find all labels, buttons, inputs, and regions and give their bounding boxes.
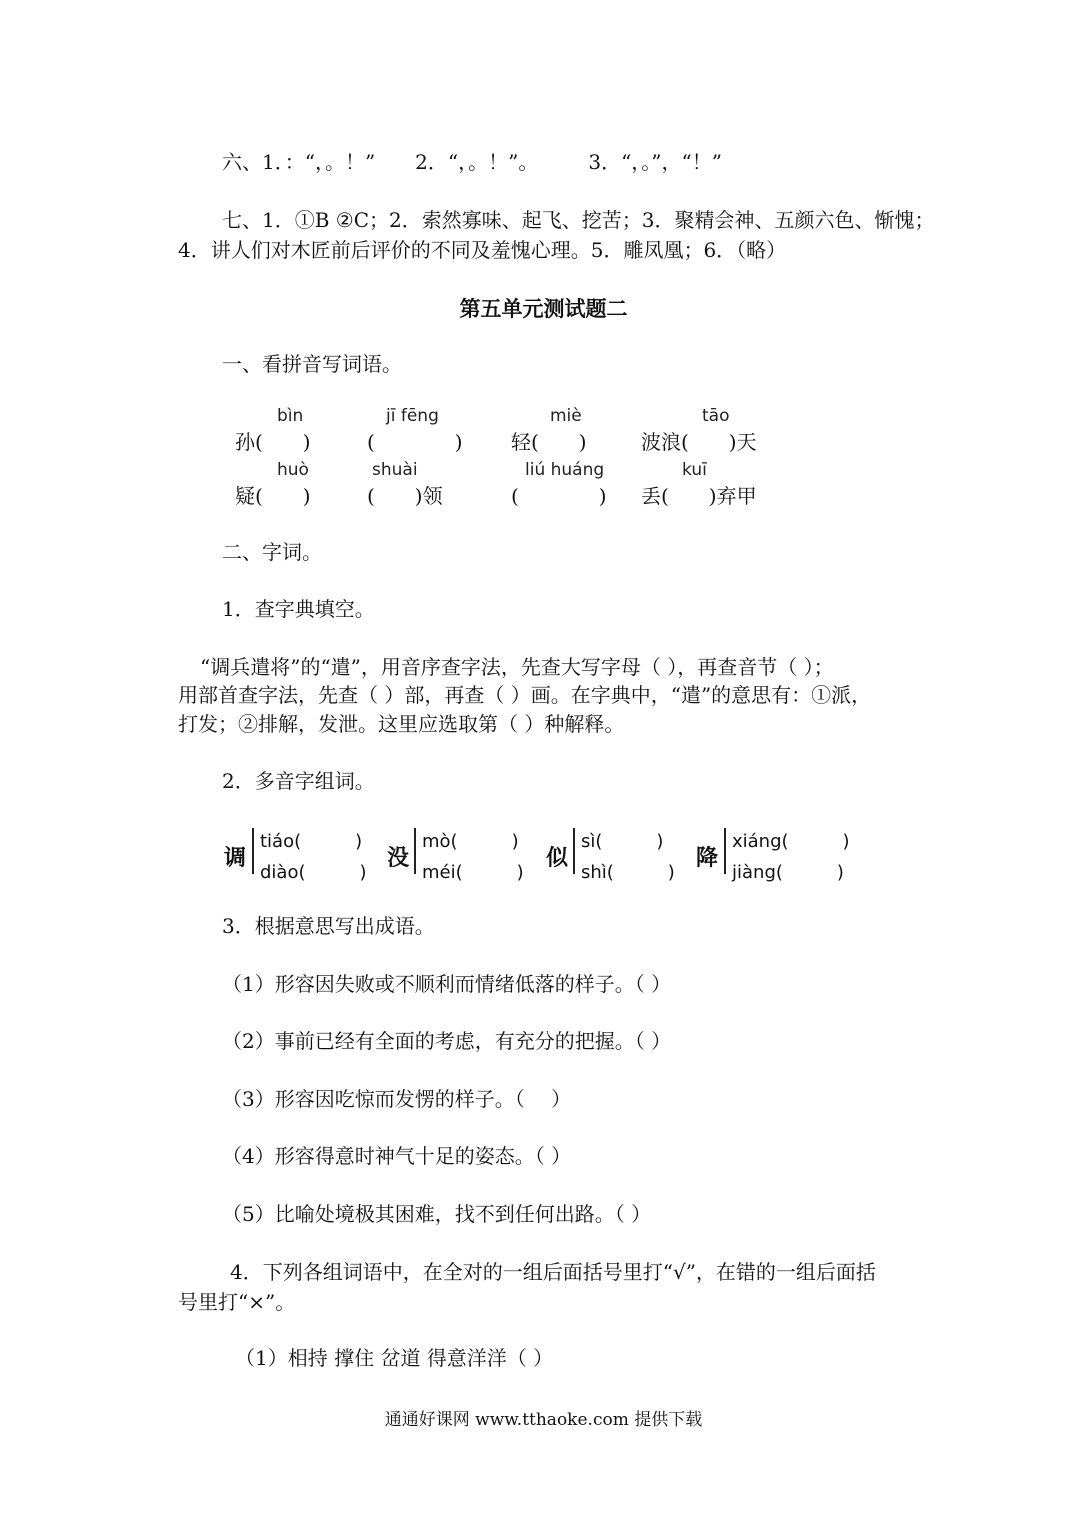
poly-char: 调 — [224, 845, 247, 871]
q2-para-line: 用部首查字法，先查（ ）部，再查（ ）画。在字典中，“遣”的意思有：①派， — [178, 683, 872, 707]
pinyin-label: huò — [277, 460, 309, 480]
pinyin-label: bìn — [277, 406, 304, 426]
word-blank: ( ) — [367, 430, 463, 454]
word-blank: 疑( ) — [235, 484, 311, 508]
section-title: 第五单元测试题二 — [459, 296, 628, 321]
pinyin-label: liú huáng — [525, 460, 605, 480]
poly-reading: jiàng( ) — [732, 862, 844, 883]
poly-char: 降 — [696, 845, 719, 871]
poly-reading: sì( ) — [581, 831, 664, 852]
word-blank: 孙( ) — [235, 430, 311, 454]
q1-heading: 一、看拼音写词语。 — [222, 352, 402, 376]
poly-reading: tiáo( ) — [260, 831, 363, 852]
q2-para-line: “调兵遣将”的“遣”，用音序查字法，先查大写字母（ ），再查音节（ ）； — [200, 655, 834, 679]
pinyin-label: jī fēng — [386, 406, 439, 426]
word-blank: 轻( ) — [511, 430, 587, 454]
poly-reading: mò( ) — [422, 831, 519, 852]
answer-line-seven-2: 4．讲人们对木匠前后评价的不同及羞愧心理。5．雕凤凰；6．（略） — [178, 238, 787, 262]
q2-para-line: 打发；②排解，发泄。这里应选取第（ ）种解释。 — [178, 712, 625, 736]
poly-char: 似 — [546, 845, 569, 871]
idiom-item: （1）形容因失败或不顺利而情绪低落的样子。（ ） — [222, 972, 672, 996]
idiom-item: （4）形容得意时神气十足的姿态。（ ） — [222, 1144, 572, 1168]
q2-sub3: 3．根据意思写出成语。 — [222, 914, 435, 938]
pinyin-label: tāo — [702, 406, 730, 426]
q2-sub1: 1．查字典填空。 — [222, 597, 375, 621]
pinyin-label: miè — [550, 406, 582, 426]
word-blank: ( ) — [511, 484, 607, 508]
word-blank: ( )领 — [367, 484, 443, 508]
poly-reading: méi( ) — [422, 862, 524, 883]
idiom-item: （2）事前已经有全面的考虑，有充分的把握。（ ） — [222, 1029, 672, 1053]
brace — [252, 828, 258, 874]
poly-reading: diào( ) — [260, 862, 367, 883]
brace — [573, 828, 579, 874]
brace — [724, 828, 730, 874]
q2-sub4-line: 号里打“×”。 — [178, 1290, 296, 1314]
word-blank: 丢( )弃甲 — [641, 484, 757, 508]
word-blank: 波浪( )天 — [641, 430, 757, 454]
q2-sub4-item: （1）相持 撑住 岔道 得意洋洋（ ） — [235, 1346, 554, 1370]
idiom-item: （5）比喻处境极其困难，找不到任何出路。（ ） — [222, 1202, 652, 1226]
pinyin-label: kuī — [682, 460, 707, 480]
poly-reading: xiáng( ) — [732, 831, 850, 852]
poly-reading: shì( ) — [581, 862, 675, 883]
brace — [414, 828, 420, 874]
answer-line-six: 六、1．：“，。！” 2．“，。！”。 3．“，。”，“！” — [222, 150, 722, 174]
q2-sub2: 2．多音字组词。 — [222, 769, 375, 793]
pinyin-label: shuài — [372, 460, 418, 480]
idiom-item: （3）形容因吃惊而发愣的样子。（ ） — [222, 1087, 572, 1111]
q2-sub4-line: 4．下列各组词语中，在全对的一组后面括号里打“√”，在错的一组后面括 — [230, 1260, 876, 1284]
q2-heading: 二、字词。 — [222, 540, 322, 564]
poly-char: 没 — [387, 845, 410, 871]
answer-line-seven-1: 七、1．①B ②C；2．索然寡味、起飞、挖苦；3．聚精会神、五颜六色、惭愧； — [222, 208, 935, 232]
page-footer: 通通好课网 www.tthaoke.com 提供下载 — [384, 1410, 703, 1430]
